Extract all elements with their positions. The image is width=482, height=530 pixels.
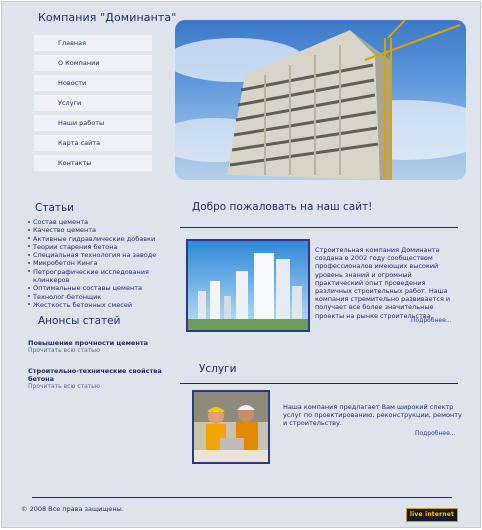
nav-item-contacts[interactable]: Контакты [34,155,152,172]
nav-item-works[interactable]: Наши работы [34,115,152,132]
read-more-link[interactable]: Прочитать всю статью [28,347,100,354]
divider [180,227,458,228]
article-link[interactable]: Микробетон Кинга [28,259,178,267]
article-link[interactable]: Петрографические исследования клинкеров [28,268,178,285]
nav-item-services[interactable]: Услуги [34,95,152,112]
article-link[interactable]: Активные гидравлические добавки [28,235,178,243]
welcome-text: Строительная компания Доминанта создана в 2002 году сообществом профессионалов имеющих высокий уровень знаний и огромный практический опыт проведения различных строительных работ. Наша компания стремительно развивается и получает все более значительные проекты на рынке строительства. [315,246,451,320]
article-link[interactable]: Жесткость бетонных смесей [28,301,178,309]
company-title: Компания "Доминанта" [38,11,177,24]
article-link[interactable]: Специальная технология на заводе [28,251,178,259]
announcement-title[interactable]: Повышение прочности цемента [28,339,148,347]
nav-item-home[interactable]: Главная [34,35,152,52]
services-more-link[interactable]: Подробнее... [415,430,456,437]
article-link[interactable]: Технолог-бетонщик [28,293,178,301]
article-link[interactable]: Состав цемента [28,218,178,226]
footer-divider [32,497,452,498]
workers-photo [192,390,270,464]
articles-list [28,218,178,309]
announcements-heading: Анонсы статей [38,315,121,327]
announcement-item [28,367,178,391]
nav-item-about[interactable]: О Компании [34,55,152,72]
announcement-item [28,339,178,355]
read-more-link[interactable]: Прочитать всю статью [28,383,100,390]
article-link[interactable]: Оптимальные составы цемента [28,284,178,292]
welcome-heading: Добро пожаловать на наш сайт! [192,201,373,213]
article-link[interactable]: Теории старения бетона [28,243,178,251]
welcome-more-link[interactable]: Подробнее... [411,317,452,324]
articles-heading: Статьи [35,202,75,214]
announcement-title[interactable]: Строительно-техническиe свойства бетона [28,367,162,383]
copyright: © 2008 Все права защищены. [21,505,124,513]
services-heading: Услуги [199,363,237,375]
services-text: Наша компания предлагает Вам широкий спектр услуг по проектированию, реконструкции, ремонту и строительству. [283,403,462,428]
nav-item-sitemap[interactable]: Карта сайта [34,135,152,152]
nav-item-news[interactable]: Новости [34,75,152,92]
divider [180,383,458,384]
city-photo [186,239,310,332]
main-nav [34,35,152,175]
page [1,1,481,528]
article-link[interactable]: Качество цемента [28,226,178,234]
liveinternet-counter[interactable]: live internet [406,508,458,522]
hero-image [175,20,466,180]
